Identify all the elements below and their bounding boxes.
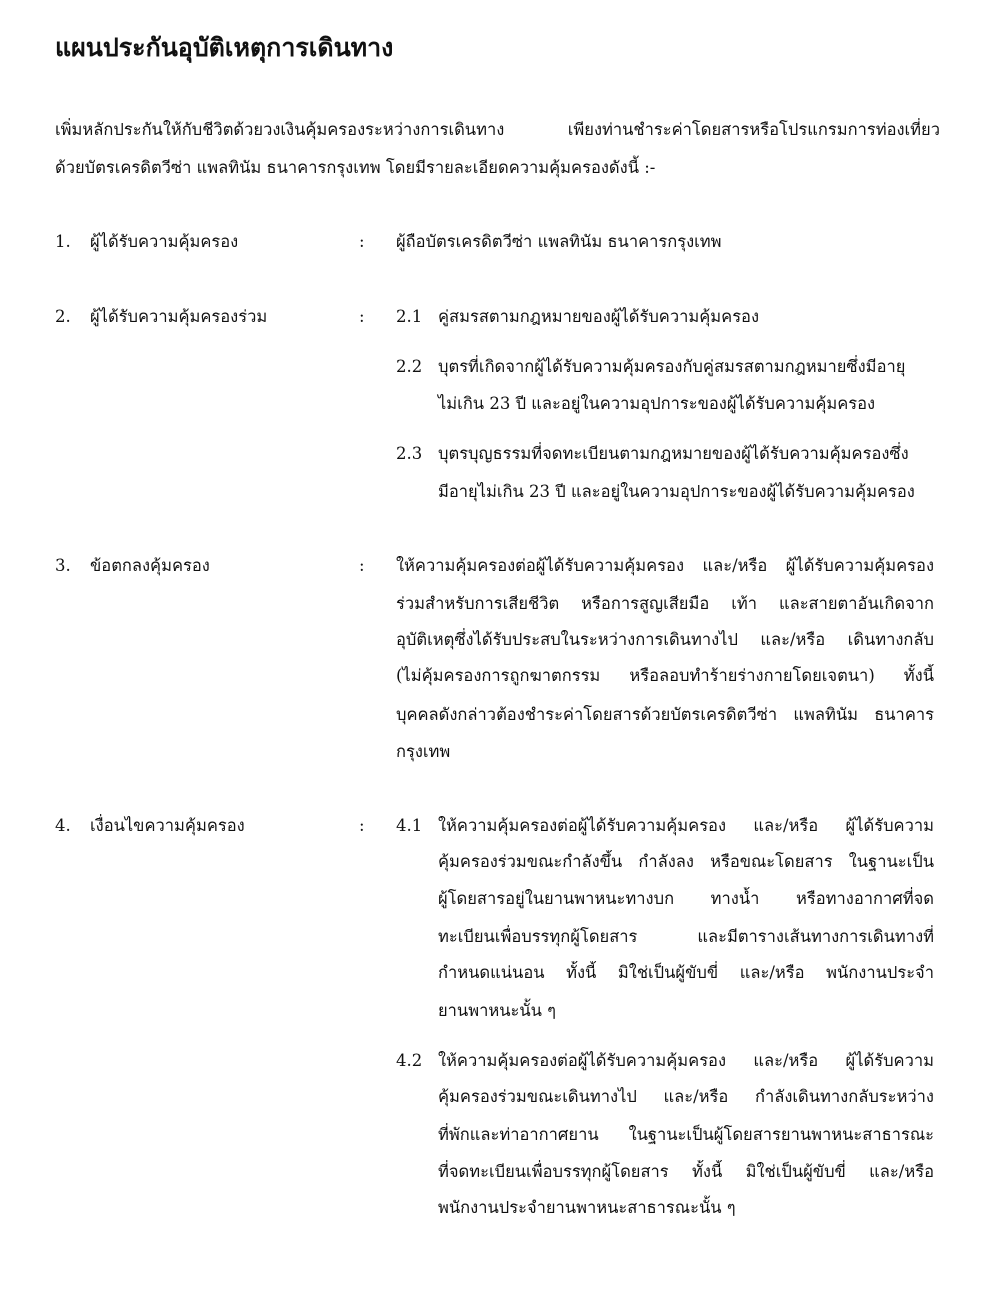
subitem-2-2-line-2: ไม่เกิน 23 ปี และอยู่ในความอุปการะของผู้ได้รับความคุ้มครอง — [438, 394, 876, 413]
item-1-colon: : — [359, 232, 365, 251]
item-1-number: 1. — [55, 232, 71, 251]
item-4-label: เงื่อนไขความคุ้มครอง — [90, 816, 245, 835]
subitem-4-1-line-2: คุ้มครองร่วมขณะกำลังขึ้น กำลังลง หรือขณะโดยสาร ในฐานะเป็น — [438, 852, 934, 871]
item-3-line-1: ให้ความคุ้มครองต่อผู้ได้รับความคุ้มครอง และ/หรือ ผู้ได้รับความคุ้มครอง — [396, 556, 934, 575]
subitem-4-1-line-3: ผู้โดยสารอยู่ในยานพาหนะทางบก ทางน้ำ หรือทางอากาศที่จด — [438, 889, 934, 908]
subitem-4-1-line-6: ยานพาหนะนั้น ๆ — [438, 1001, 557, 1020]
item-3-line-3: อุบัติเหตุซึ่งได้รับประสบในระหว่างการเดินทางไป และ/หรือ เดินทางกลับ — [396, 630, 934, 649]
subitem-4-2-number: 4.2 — [396, 1051, 423, 1070]
subitem-4-1-line-5: กำหนดแน่นอน ทั้งนี้ มิใช่เป็นผู้ขับขี่ และ/หรือ พนักงานประจำ — [438, 963, 934, 982]
item-2-colon: : — [359, 307, 365, 326]
item-3-line-4: (ไม่คุ้มครองการถูกฆาตกรรม หรือลอบทำร้ายร่างกายโดยเจตนา) ทั้งนี้ — [396, 666, 934, 685]
subitem-4-2-line-1: ให้ความคุ้มครองต่อผู้ได้รับความคุ้มครอง และ/หรือ ผู้ได้รับความ — [438, 1051, 934, 1070]
item-3-label: ข้อตกลงคุ้มครอง — [90, 556, 210, 575]
item-3-colon: : — [359, 556, 365, 575]
subitem-4-2-line-5: พนักงานประจำยานพาหนะสาธารณะนั้น ๆ — [438, 1198, 736, 1217]
subitem-2-3-line-1: บุตรบุญธรรมที่จดทะเบียนตามกฎหมายของผู้ได้รับความคุ้มครองซึ่ง — [438, 444, 909, 463]
subitem-2-3-number: 2.3 — [396, 444, 423, 463]
subitem-4-2-line-2: คุ้มครองร่วมขณะเดินทางไป และ/หรือ กำลังเดินทางกลับระหว่าง — [438, 1087, 934, 1106]
subitem-2-2-line-1: บุตรที่เกิดจากผู้ได้รับความคุ้มครองกับคู่สมรสตามกฎหมายซึ่งมีอายุ — [438, 357, 906, 376]
item-3-line-2: ร่วมสำหรับการเสียชีวิต หรือการสูญเสียมือ เท้า และสายตาอันเกิดจาก — [396, 594, 934, 613]
item-1-label: ผู้ได้รับความคุ้มครอง — [90, 232, 239, 251]
subitem-2-1-text: คู่สมรสตามกฎหมายของผู้ได้รับความคุ้มครอง — [438, 307, 760, 326]
intro-line-1: เพิ่มหลักประกันให้กับชีวิตด้วยวงเงินคุ้มครองระหว่างการเดินทาง เพียงท่านชำระค่าโดยสารหรือโปรแกรมการท่องเที่ยว — [55, 120, 940, 139]
subitem-2-1-number: 2.1 — [396, 307, 423, 326]
subitem-4-2-line-4: ที่จดทะเบียนเพื่อบรรทุกผู้โดยสาร ทั้งนี้ มิใช่เป็นผู้ขับขี่ และ/หรือ — [438, 1162, 934, 1181]
item-3-number: 3. — [55, 556, 71, 575]
subitem-4-1-number: 4.1 — [396, 816, 423, 835]
page-title: แผนประกันอุบัติเหตุการเดินทาง — [55, 33, 394, 62]
item-3-line-6: กรุงเทพ — [396, 742, 451, 761]
subitem-4-1-line-4: ทะเบียนเพื่อบรรทุกผู้โดยสาร และมีตารางเส้นทางการเดินทางที่ — [438, 927, 934, 946]
subitem-2-2-number: 2.2 — [396, 357, 423, 376]
item-3-line-5: บุคคลดังกล่าวต้องชำระค่าโดยสารด้วยบัตรเครดิตวีซ่า แพลทินัม ธนาคาร — [396, 705, 934, 724]
intro-line-2: ด้วยบัตรเครดิตวีซ่า แพลทินัม ธนาคารกรุงเทพ โดยมีรายละเอียดความคุ้มครองดังนี้ :- — [55, 158, 656, 177]
item-4-number: 4. — [55, 816, 71, 835]
subitem-4-2-line-3: ที่พักและท่าอากาศยาน ในฐานะเป็นผู้โดยสารยานพาหนะสาธารณะ — [438, 1125, 934, 1144]
item-2-number: 2. — [55, 307, 71, 326]
item-1-value: ผู้ถือบัตรเครดิตวีซ่า แพลทินัม ธนาคารกรุงเทพ — [396, 232, 722, 251]
item-2-label: ผู้ได้รับความคุ้มครองร่วม — [90, 307, 268, 326]
subitem-4-1-line-1: ให้ความคุ้มครองต่อผู้ได้รับความคุ้มครอง และ/หรือ ผู้ได้รับความ — [438, 816, 934, 835]
item-4-colon: : — [359, 816, 365, 835]
subitem-2-3-line-2: มีอายุไม่เกิน 23 ปี และอยู่ในความอุปการะของผู้ได้รับความคุ้มครอง — [438, 482, 915, 501]
